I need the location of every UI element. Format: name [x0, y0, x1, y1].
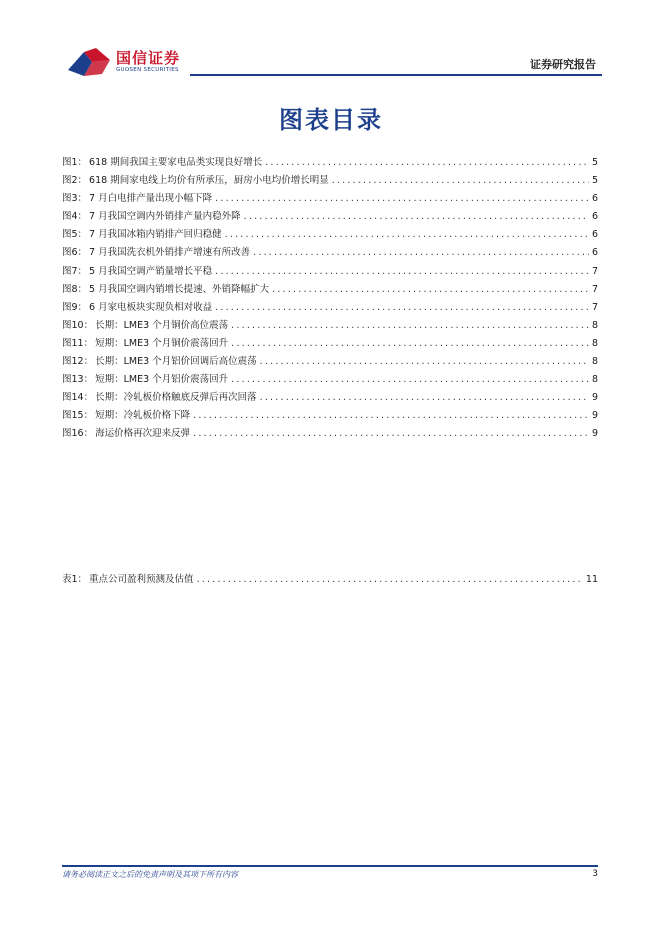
toc-entry-page: 6 — [591, 193, 598, 205]
toc-dot-leader — [215, 266, 589, 277]
toc-entry-label: 6 月家电板块实现负相对收益 — [89, 301, 213, 313]
toc-entry[interactable] — [62, 226, 598, 244]
toc-entry-page: 5 — [591, 175, 598, 187]
toc-entry-label: 短期：LME3 个月铝价震荡回升 — [95, 374, 229, 386]
toc-entry-prefix: 图11： — [62, 337, 94, 349]
toc-entry-prefix: 图9： — [62, 301, 88, 313]
toc-entry-page: 8 — [591, 374, 598, 386]
toc-entry[interactable] — [62, 353, 598, 371]
figure-toc-list — [62, 154, 598, 444]
toc-dot-leader — [231, 338, 589, 349]
header-divider — [190, 74, 602, 76]
toc-entry-prefix: 图4： — [62, 211, 88, 223]
toc-entry-label: 618 期间家电线上均价有所承压，厨房小电均价增长明显 — [89, 175, 329, 187]
toc-entry[interactable] — [62, 172, 598, 190]
toc-dot-leader — [260, 356, 589, 367]
toc-entry-page: 11 — [585, 574, 598, 585]
toc-entry-page: 8 — [591, 356, 598, 368]
toc-entry-label: 5 月我国空调内销增长提速、外销降幅扩大 — [89, 283, 270, 295]
toc-dot-leader — [197, 574, 583, 585]
toc-entry[interactable] — [62, 281, 598, 299]
toc-dot-leader — [265, 157, 589, 168]
toc-dot-leader — [225, 229, 589, 240]
toc-dot-leader — [231, 320, 589, 331]
page-header — [0, 0, 662, 80]
toc-entry-page: 6 — [591, 211, 598, 223]
toc-dot-leader — [193, 410, 589, 421]
toc-entry[interactable] — [62, 407, 598, 425]
toc-entry[interactable] — [62, 371, 598, 389]
toc-entry-label: 长期：冷轧板价格触底反弹后再次回落 — [95, 392, 257, 404]
toc-entry[interactable] — [62, 389, 598, 407]
guosen-logo-icon — [66, 46, 112, 78]
toc-dot-leader — [215, 193, 589, 204]
footer-page-number: 3 — [592, 869, 598, 879]
toc-dot-leader — [332, 175, 589, 186]
toc-entry-page: 6 — [591, 247, 598, 259]
toc-entry-label: 5 月我国空调产销量增长平稳 — [89, 265, 213, 277]
toc-entry-page: 9 — [591, 410, 598, 422]
toc-entry-label: 短期：LME3 个月铜价震荡回升 — [95, 337, 229, 349]
toc-dot-leader — [272, 284, 589, 295]
toc-entry-page: 8 — [591, 337, 598, 349]
toc-entry[interactable] — [62, 263, 598, 281]
toc-entry-label: 618 期间我国主要家电品类实现良好增长 — [89, 157, 263, 168]
logo-cn-text: 国信证券 — [116, 49, 181, 67]
toc-entry-label: 短期：冷轧板价格下降 — [95, 410, 191, 422]
toc-dot-leader — [253, 247, 589, 258]
toc-entry[interactable] — [62, 425, 598, 443]
table-toc-list — [62, 571, 598, 589]
toc-entry-prefix: 图5： — [62, 229, 88, 241]
toc-entry-prefix: 图6： — [62, 247, 88, 259]
toc-entry-label: 7 月白电排产量出现小幅下降 — [89, 193, 213, 205]
toc-entry[interactable] — [62, 299, 598, 317]
toc-entry-prefix: 图3： — [62, 193, 88, 205]
toc-entry-label: 7 月我国空调内外销排产量内稳外降 — [89, 211, 241, 223]
toc-entry-page: 7 — [591, 301, 598, 313]
toc-entry-label: 长期：LME3 个月铝价回调后高位震荡 — [95, 356, 257, 368]
logo-en-text: GUOSEN SECURITIES — [116, 67, 179, 73]
toc-entry-page: 7 — [591, 283, 598, 295]
toc-entry-page: 7 — [591, 265, 598, 277]
toc-entry-prefix: 图8： — [62, 283, 88, 295]
page-title: 图表目录 — [279, 106, 383, 134]
report-type-label: 证券研究报告 — [530, 58, 596, 71]
toc-entry-prefix: 图7： — [62, 265, 88, 277]
toc-entry-prefix: 图15： — [62, 410, 94, 422]
toc-entry-label: 7 月我国洗衣机外销排产增速有所改善 — [89, 247, 251, 259]
toc-entry[interactable] — [62, 335, 598, 353]
toc-entry-prefix: 图10： — [62, 319, 94, 331]
toc-entry[interactable] — [62, 190, 598, 208]
toc-dot-leader — [215, 302, 589, 313]
toc-entry-prefix: 图13： — [62, 374, 94, 386]
toc-entry[interactable] — [62, 154, 598, 172]
toc-entry[interactable] — [62, 317, 598, 335]
toc-entry-label: 7 月我国冰箱内销排产回归稳健 — [89, 229, 222, 241]
footer-divider — [62, 865, 598, 867]
toc-entry-page: 5 — [591, 157, 598, 168]
toc-entry-prefix: 图2： — [62, 175, 88, 187]
toc-entry-prefix: 图1： — [62, 157, 88, 168]
toc-entry-page: 6 — [591, 229, 598, 241]
toc-dot-leader — [244, 211, 589, 222]
toc-entry-prefix: 图14： — [62, 392, 94, 404]
toc-entry-label: 长期：LME3 个月铜价高位震荡 — [95, 319, 229, 331]
toc-dot-leader — [260, 392, 589, 403]
toc-entry-label: 海运价格再次迎来反弹 — [95, 428, 191, 440]
toc-entry-prefix: 图16： — [62, 428, 94, 440]
footer-disclaimer: 请务必阅读正文之后的免责声明及其项下所有内容 — [62, 870, 238, 879]
toc-dot-leader — [193, 428, 589, 439]
toc-entry-page: 9 — [591, 428, 598, 440]
toc-dot-leader — [231, 374, 589, 385]
toc-entry-prefix: 图12： — [62, 356, 94, 368]
toc-entry-prefix: 表1： — [62, 574, 88, 585]
toc-entry-page: 8 — [591, 319, 598, 331]
toc-table-entry[interactable] — [62, 571, 598, 589]
toc-entry-page: 9 — [591, 392, 598, 404]
toc-entry[interactable] — [62, 208, 598, 226]
toc-entry[interactable] — [62, 244, 598, 262]
toc-entry-label: 重点公司盈利预测及估值 — [89, 574, 194, 585]
